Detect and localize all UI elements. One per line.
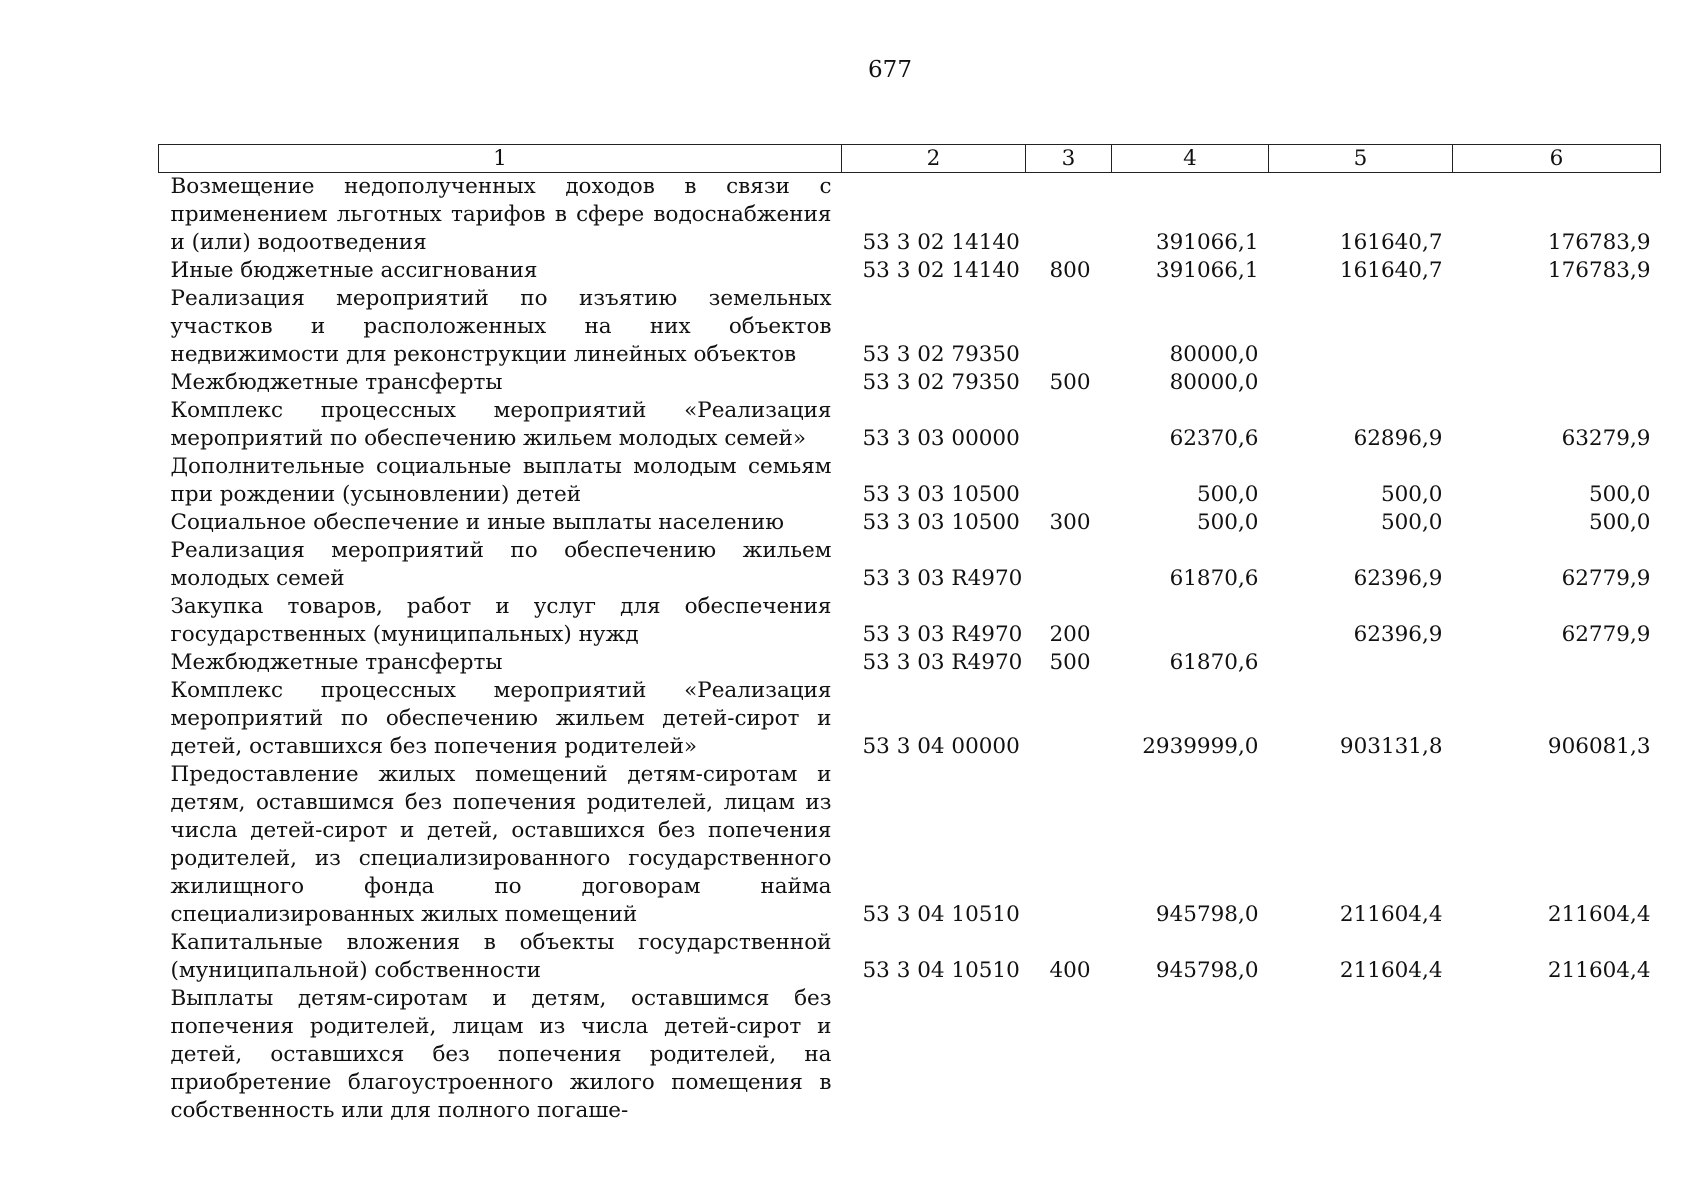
column-header-value-3: 6 bbox=[1453, 145, 1661, 173]
row-value-2: 62396,9 bbox=[1353, 566, 1443, 591]
table-row bbox=[159, 593, 1661, 649]
row-value-3 bbox=[1453, 369, 1661, 397]
row-type bbox=[1026, 537, 1112, 593]
table-row bbox=[159, 761, 1661, 929]
row-name: Межбюджетные трансферты bbox=[170, 650, 503, 675]
row-name: Комплекс процессных мероприятий «Реализация мероприятий по обеспечению жильем детей-сирот и детей, оставшихся без попечения родителей» bbox=[170, 678, 832, 759]
row-value-1: 61870,6 bbox=[1169, 650, 1259, 675]
row-code: 53 3 02 79350 bbox=[862, 370, 1020, 395]
row-value-3: 176783,9 bbox=[1547, 230, 1651, 255]
row-code: 53 3 03 R4970 bbox=[862, 566, 1023, 591]
row-code: 53 3 03 R4970 bbox=[862, 622, 1023, 647]
row-value-2: 62896,9 bbox=[1353, 426, 1443, 451]
row-code: 53 3 03 R4970 bbox=[862, 650, 1023, 675]
row-value-3: 500,0 bbox=[1588, 510, 1651, 535]
row-value-2: 62396,9 bbox=[1353, 622, 1443, 647]
column-header-type: 3 bbox=[1026, 145, 1112, 173]
table-row bbox=[159, 173, 1661, 258]
table-row bbox=[159, 537, 1661, 593]
row-value-2 bbox=[1269, 985, 1453, 1125]
row-type bbox=[1026, 285, 1112, 369]
row-type bbox=[1026, 453, 1112, 509]
row-type: 500 bbox=[1049, 650, 1091, 675]
table-row bbox=[159, 369, 1661, 397]
row-value-2: 500,0 bbox=[1380, 510, 1443, 535]
row-value-1: 80000,0 bbox=[1169, 342, 1259, 367]
row-value-1: 61870,6 bbox=[1169, 566, 1259, 591]
row-name: Предоставление жилых помещений детям-сиротам и детям, оставшимся без попечения родителей, лицам из числа детей-сирот и детей, оставшихся без попечения родителей, из специализированного государственного жилищного фонда по договорам найма специализированных жилых помещений bbox=[170, 762, 832, 927]
row-value-2: 211604,4 bbox=[1339, 958, 1443, 983]
table-row bbox=[159, 509, 1661, 537]
table-row bbox=[159, 257, 1661, 285]
row-value-2: 903131,8 bbox=[1339, 734, 1443, 759]
column-header-code: 2 bbox=[842, 145, 1026, 173]
table-row bbox=[159, 397, 1661, 453]
row-code: 53 3 03 10500 bbox=[862, 482, 1020, 507]
row-type: 500 bbox=[1049, 370, 1091, 395]
row-type: 300 bbox=[1049, 510, 1091, 535]
row-value-2 bbox=[1269, 649, 1453, 677]
row-value-3 bbox=[1453, 649, 1661, 677]
table-body bbox=[159, 173, 1661, 1126]
row-value-2 bbox=[1269, 369, 1453, 397]
row-type bbox=[1026, 985, 1112, 1125]
row-code: 53 3 02 14140 bbox=[862, 258, 1020, 283]
column-header-value-2: 5 bbox=[1269, 145, 1453, 173]
budget-table bbox=[158, 144, 1661, 1125]
row-value-1: 500,0 bbox=[1196, 482, 1259, 507]
table-row bbox=[159, 285, 1661, 369]
header-row bbox=[159, 145, 1661, 173]
row-code: 53 3 02 79350 bbox=[862, 342, 1020, 367]
row-value-3: 906081,3 bbox=[1547, 734, 1651, 759]
row-value-1: 945798,0 bbox=[1155, 902, 1259, 927]
table-header bbox=[159, 145, 1661, 173]
row-value-3: 500,0 bbox=[1588, 482, 1651, 507]
table-row bbox=[159, 929, 1661, 985]
column-header-name: 1 bbox=[159, 145, 842, 173]
row-value-3: 63279,9 bbox=[1561, 426, 1651, 451]
row-code: 53 3 02 14140 bbox=[862, 230, 1020, 255]
row-value-3: 211604,4 bbox=[1547, 902, 1651, 927]
row-value-1: 500,0 bbox=[1196, 510, 1259, 535]
row-value-1: 945798,0 bbox=[1155, 958, 1259, 983]
row-type: 800 bbox=[1049, 258, 1091, 283]
row-value-3 bbox=[1453, 985, 1661, 1125]
row-value-1 bbox=[1112, 593, 1269, 649]
table-row bbox=[159, 453, 1661, 509]
table-row bbox=[159, 677, 1661, 761]
row-name: Межбюджетные трансферты bbox=[170, 370, 503, 395]
row-value-1: 391066,1 bbox=[1155, 230, 1259, 255]
row-value-2: 211604,4 bbox=[1339, 902, 1443, 927]
row-type: 200 bbox=[1049, 622, 1091, 647]
row-value-3: 176783,9 bbox=[1547, 258, 1651, 283]
row-value-3: 62779,9 bbox=[1561, 622, 1651, 647]
row-name: Возмещение недополученных доходов в связи с применением льготных тарифов в сфере водоснабжения и (или) водоотведения bbox=[170, 174, 832, 255]
row-value-3 bbox=[1453, 285, 1661, 369]
row-name: Реализация мероприятий по обеспечению жильем молодых семей bbox=[170, 538, 832, 591]
row-code: 53 3 03 10500 bbox=[862, 510, 1020, 535]
row-value-2: 161640,7 bbox=[1339, 230, 1443, 255]
row-value-3: 211604,4 bbox=[1547, 958, 1651, 983]
row-value-2 bbox=[1269, 285, 1453, 369]
row-name: Социальное обеспечение и иные выплаты населению bbox=[170, 510, 784, 535]
page-number: 677 bbox=[868, 57, 912, 83]
row-value-3: 62779,9 bbox=[1561, 566, 1651, 591]
row-type bbox=[1026, 173, 1112, 258]
row-code bbox=[842, 985, 1026, 1125]
row-value-1: 391066,1 bbox=[1155, 258, 1259, 283]
row-value-2: 161640,7 bbox=[1339, 258, 1443, 283]
column-header-value-1: 4 bbox=[1112, 145, 1269, 173]
row-name: Дополнительные социальные выплаты молодым семьям при рождении (усыновлении) детей bbox=[170, 454, 832, 507]
row-name: Капитальные вложения в объекты государственной (муниципальной) собственности bbox=[170, 930, 832, 983]
row-code: 53 3 04 00000 bbox=[862, 734, 1020, 759]
row-type bbox=[1026, 677, 1112, 761]
row-name: Комплекс процессных мероприятий «Реализация мероприятий по обеспечению жильем молодых семей» bbox=[170, 398, 832, 451]
row-code: 53 3 03 00000 bbox=[862, 426, 1020, 451]
row-value-1: 62370,6 bbox=[1169, 426, 1259, 451]
row-code: 53 3 04 10510 bbox=[862, 958, 1020, 983]
row-value-1: 2939999,0 bbox=[1142, 734, 1259, 759]
row-value-1: 80000,0 bbox=[1169, 370, 1259, 395]
row-name: Реализация мероприятий по изъятию земельных участков и расположенных на них объектов недвижимости для реконструкции линейных объектов bbox=[170, 286, 832, 367]
row-code: 53 3 04 10510 bbox=[862, 902, 1020, 927]
row-value-1 bbox=[1112, 985, 1269, 1125]
row-name: Иные бюджетные ассигнования bbox=[170, 258, 538, 283]
row-name: Закупка товаров, работ и услуг для обеспечения государственных (муниципальных) нужд bbox=[170, 594, 832, 647]
row-type bbox=[1026, 397, 1112, 453]
table-row bbox=[159, 649, 1661, 677]
row-name: Выплаты детям-сиротам и детям, оставшимся без попечения родителей, лицам из числа детей-сирот и детей, оставшихся без попечения родителей, на приобретение благоустроенного жилого помещения в собственность или для полного погаше- bbox=[170, 986, 832, 1123]
row-type bbox=[1026, 761, 1112, 929]
row-type: 400 bbox=[1049, 958, 1091, 983]
table-row bbox=[159, 985, 1661, 1125]
row-value-2: 500,0 bbox=[1380, 482, 1443, 507]
